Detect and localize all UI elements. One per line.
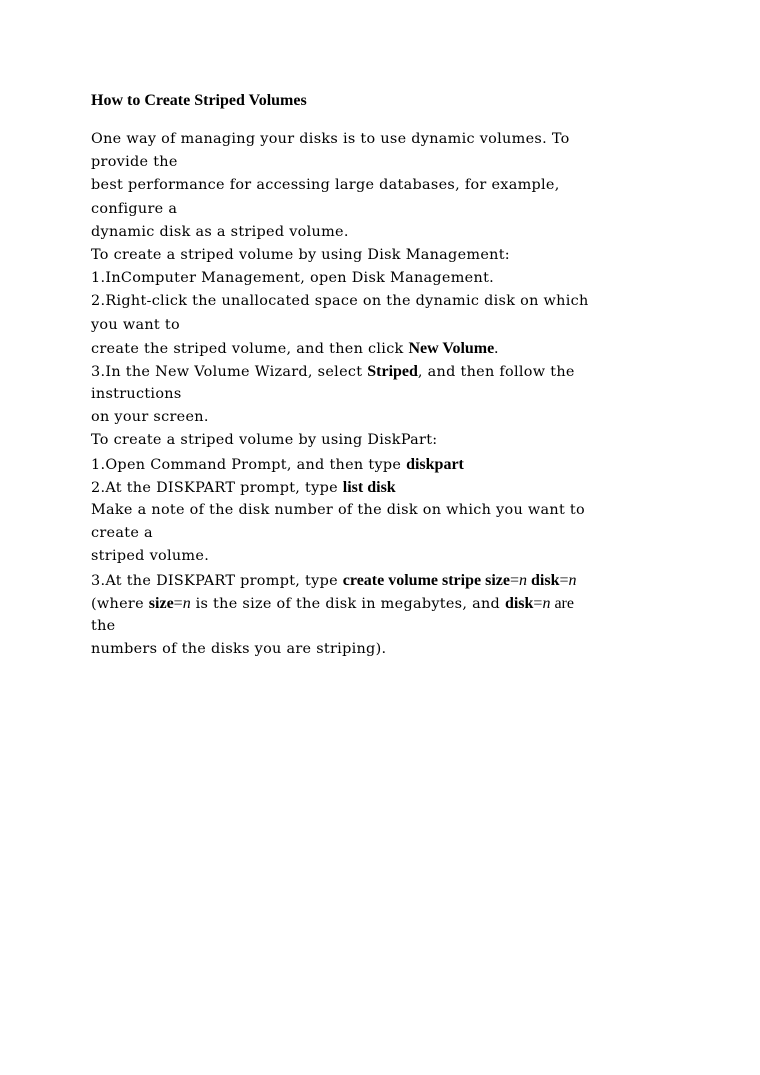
text-line xyxy=(91,476,711,499)
text-segment: 3.In the New Volume Wizard, select xyxy=(91,363,368,380)
text-line xyxy=(91,615,711,638)
bold-term: diskpart xyxy=(406,455,464,473)
text-line xyxy=(91,360,711,383)
text-segment: = xyxy=(533,594,543,612)
text-segment: you want to xyxy=(91,316,180,333)
text-segment: create a xyxy=(91,525,153,542)
italic-variable: n xyxy=(182,594,191,612)
text-segment: 2.At the DISKPART prompt, type xyxy=(91,479,343,496)
text-line xyxy=(91,499,711,522)
text-line xyxy=(91,221,711,244)
text-line xyxy=(91,453,711,476)
text-segment: instructions xyxy=(91,386,182,403)
text-segment: = xyxy=(509,571,520,589)
text-segment: Make a note of the disk number of the disk on which you want to xyxy=(91,502,585,518)
bold-term: list disk xyxy=(342,478,396,496)
text-segment: 1.InComputer Management, open Disk Management. xyxy=(91,270,495,287)
bold-term: create volume stripe size xyxy=(342,571,510,589)
text-line xyxy=(91,337,711,360)
text-segment: , and then follow the xyxy=(417,363,575,380)
text-line xyxy=(91,569,711,592)
text-segment: dynamic disk as a striped volume. xyxy=(91,223,349,240)
bold-term: disk xyxy=(504,594,534,612)
text-line xyxy=(91,198,711,221)
text-line xyxy=(91,174,711,197)
text-line xyxy=(91,267,711,290)
text-line xyxy=(91,314,711,337)
text-segment: striped volume. xyxy=(91,548,210,565)
text-line xyxy=(91,151,711,174)
text-segment: create the striped volume, and then click xyxy=(91,340,409,357)
text-segment: configure a xyxy=(91,200,178,217)
text-segment: . xyxy=(494,339,499,357)
text-line xyxy=(91,383,711,406)
italic-variable: n xyxy=(568,571,577,589)
italic-variable: n xyxy=(519,571,528,589)
text-segment: To create a striped volume by using Disk Management: xyxy=(91,246,510,263)
text-line xyxy=(91,406,711,429)
text-line xyxy=(91,244,711,267)
text-segment: 2.Right-click the unallocated space on the dynamic disk on which xyxy=(91,293,589,310)
text-line xyxy=(91,638,711,661)
text-segment: 1.Open Command Prompt, and then type xyxy=(91,456,407,473)
text-line xyxy=(91,128,711,151)
page-title: How to Create Striped Volumes xyxy=(91,92,307,109)
text-line xyxy=(91,545,711,568)
text-line xyxy=(91,429,711,452)
text-line xyxy=(91,290,711,313)
text-segment: are xyxy=(550,594,574,612)
text-segment: on your screen. xyxy=(91,409,209,426)
text-segment: 3.At the DISKPART prompt, type xyxy=(91,572,343,589)
bold-term: Striped xyxy=(367,362,418,380)
text-segment: best performance for accessing large databases, for example, xyxy=(91,177,560,194)
italic-variable: n xyxy=(542,594,551,612)
document-body xyxy=(91,128,711,661)
text-line xyxy=(91,592,711,615)
text-segment: One way of managing your disks is to use dynamic volumes. To xyxy=(91,131,570,147)
bold-term: disk xyxy=(527,571,560,589)
text-segment: (where xyxy=(91,595,149,612)
text-line xyxy=(91,522,711,545)
text-segment: numbers of the disks you are striping). xyxy=(91,641,387,658)
document-page xyxy=(91,90,711,661)
text-segment: the xyxy=(91,617,116,634)
bold-term: New Volume xyxy=(408,339,495,357)
text-segment: provide the xyxy=(91,154,178,171)
text-segment: = xyxy=(559,571,569,589)
text-segment: = xyxy=(173,594,183,612)
text-segment: is the size of the disk in megabytes, and xyxy=(190,595,505,612)
text-segment: To create a striped volume by using DiskPart: xyxy=(91,432,438,449)
bold-term: size xyxy=(148,594,174,612)
